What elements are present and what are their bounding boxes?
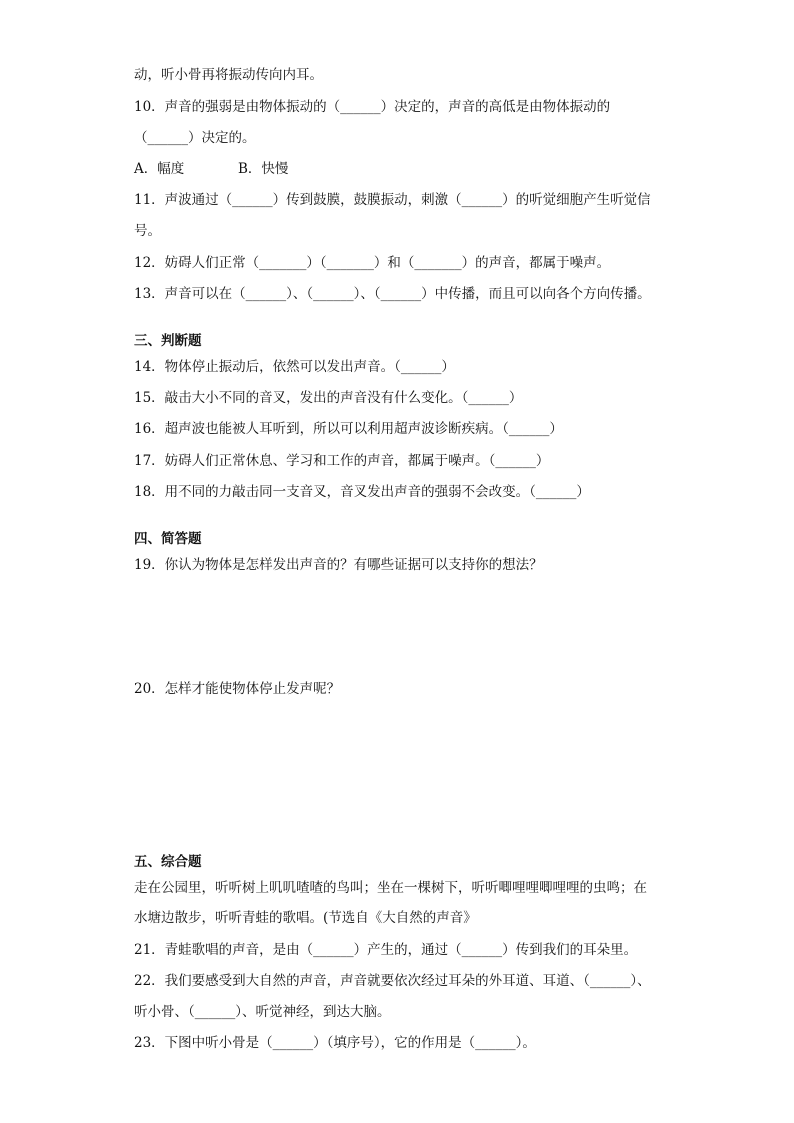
question-23: 23．下图中听小骨是（______）（填序号），它的作用是（______）。: [134, 1035, 536, 1051]
question-13: 13．声音可以在（______）、（______）、（______）中传播，而且可以向各个方向传播。: [134, 286, 651, 302]
question-10-line1: 10．声音的强弱是由物体振动的（______）决定的，声音的高低是由物体振动的: [134, 99, 611, 115]
question-22-line2: 听小骨、（______）、听觉神经，到达大脑。: [134, 1004, 391, 1020]
question-12: 12．妨碍人们正常（_______）（_______）和（_______）的声音，都属于噪声。: [134, 255, 611, 271]
question-17: 17．妨碍人们正常休息、学习和工作的声音，都属于噪声。（______）: [134, 453, 550, 469]
section-3-title: 三、判断题: [134, 333, 202, 349]
question-11-line2: 号。: [134, 223, 161, 239]
question-22-line1: 22．我们要感受到大自然的声音，声音就要依次经过耳朵的外耳道、耳道、（______）、: [134, 973, 651, 989]
question-15: 15．敲击大小不同的音叉，发出的声音没有什么变化。（______）: [134, 390, 523, 406]
passage-line2: 水塘边散步，听听青蛙的歌唱。(节选自《大自然的声音》: [134, 910, 477, 926]
question-11-line1: 11．声波通过（______）传到鼓膜，鼓膜振动，刺激（______）的听觉细胞产生听觉信: [134, 192, 651, 208]
intro-line: 动，听小骨再将振动传向内耳。: [134, 67, 323, 83]
passage-line1: 走在公园里，听听树上叽叽喳喳的鸟叫；坐在一棵树下，听听唧哩哩唧哩哩的虫鸣；在: [134, 880, 647, 896]
question-10-line2: （______）决定的。: [134, 130, 256, 146]
section-5-title: 五、综合题: [134, 854, 202, 870]
section-4-title: 四、简答题: [134, 531, 202, 547]
question-19: 19．你认为物体是怎样发出声音的？有哪些证据可以支持你的想法？: [134, 557, 543, 573]
question-18: 18．用不同的力敲击同一支音叉，音叉发出声音的强弱不会改变。（______）: [134, 484, 590, 500]
question-20: 20．怎样才能使物体停止发声呢？: [134, 681, 341, 697]
question-14: 14．物体停止振动后，依然可以发出声音。（______）: [134, 359, 455, 375]
option-b: B．快慢: [238, 161, 289, 177]
question-10-options: [134, 159, 288, 179]
option-a: A．幅度: [134, 161, 185, 177]
question-21: 21．青蛙歌唱的声音，是由（______）产生的，通过（______）传到我们的耳朵里。: [134, 942, 638, 958]
question-16: 16．超声波也能被人耳听到，所以可以利用超声波诊断疾病。（______）: [134, 421, 563, 437]
